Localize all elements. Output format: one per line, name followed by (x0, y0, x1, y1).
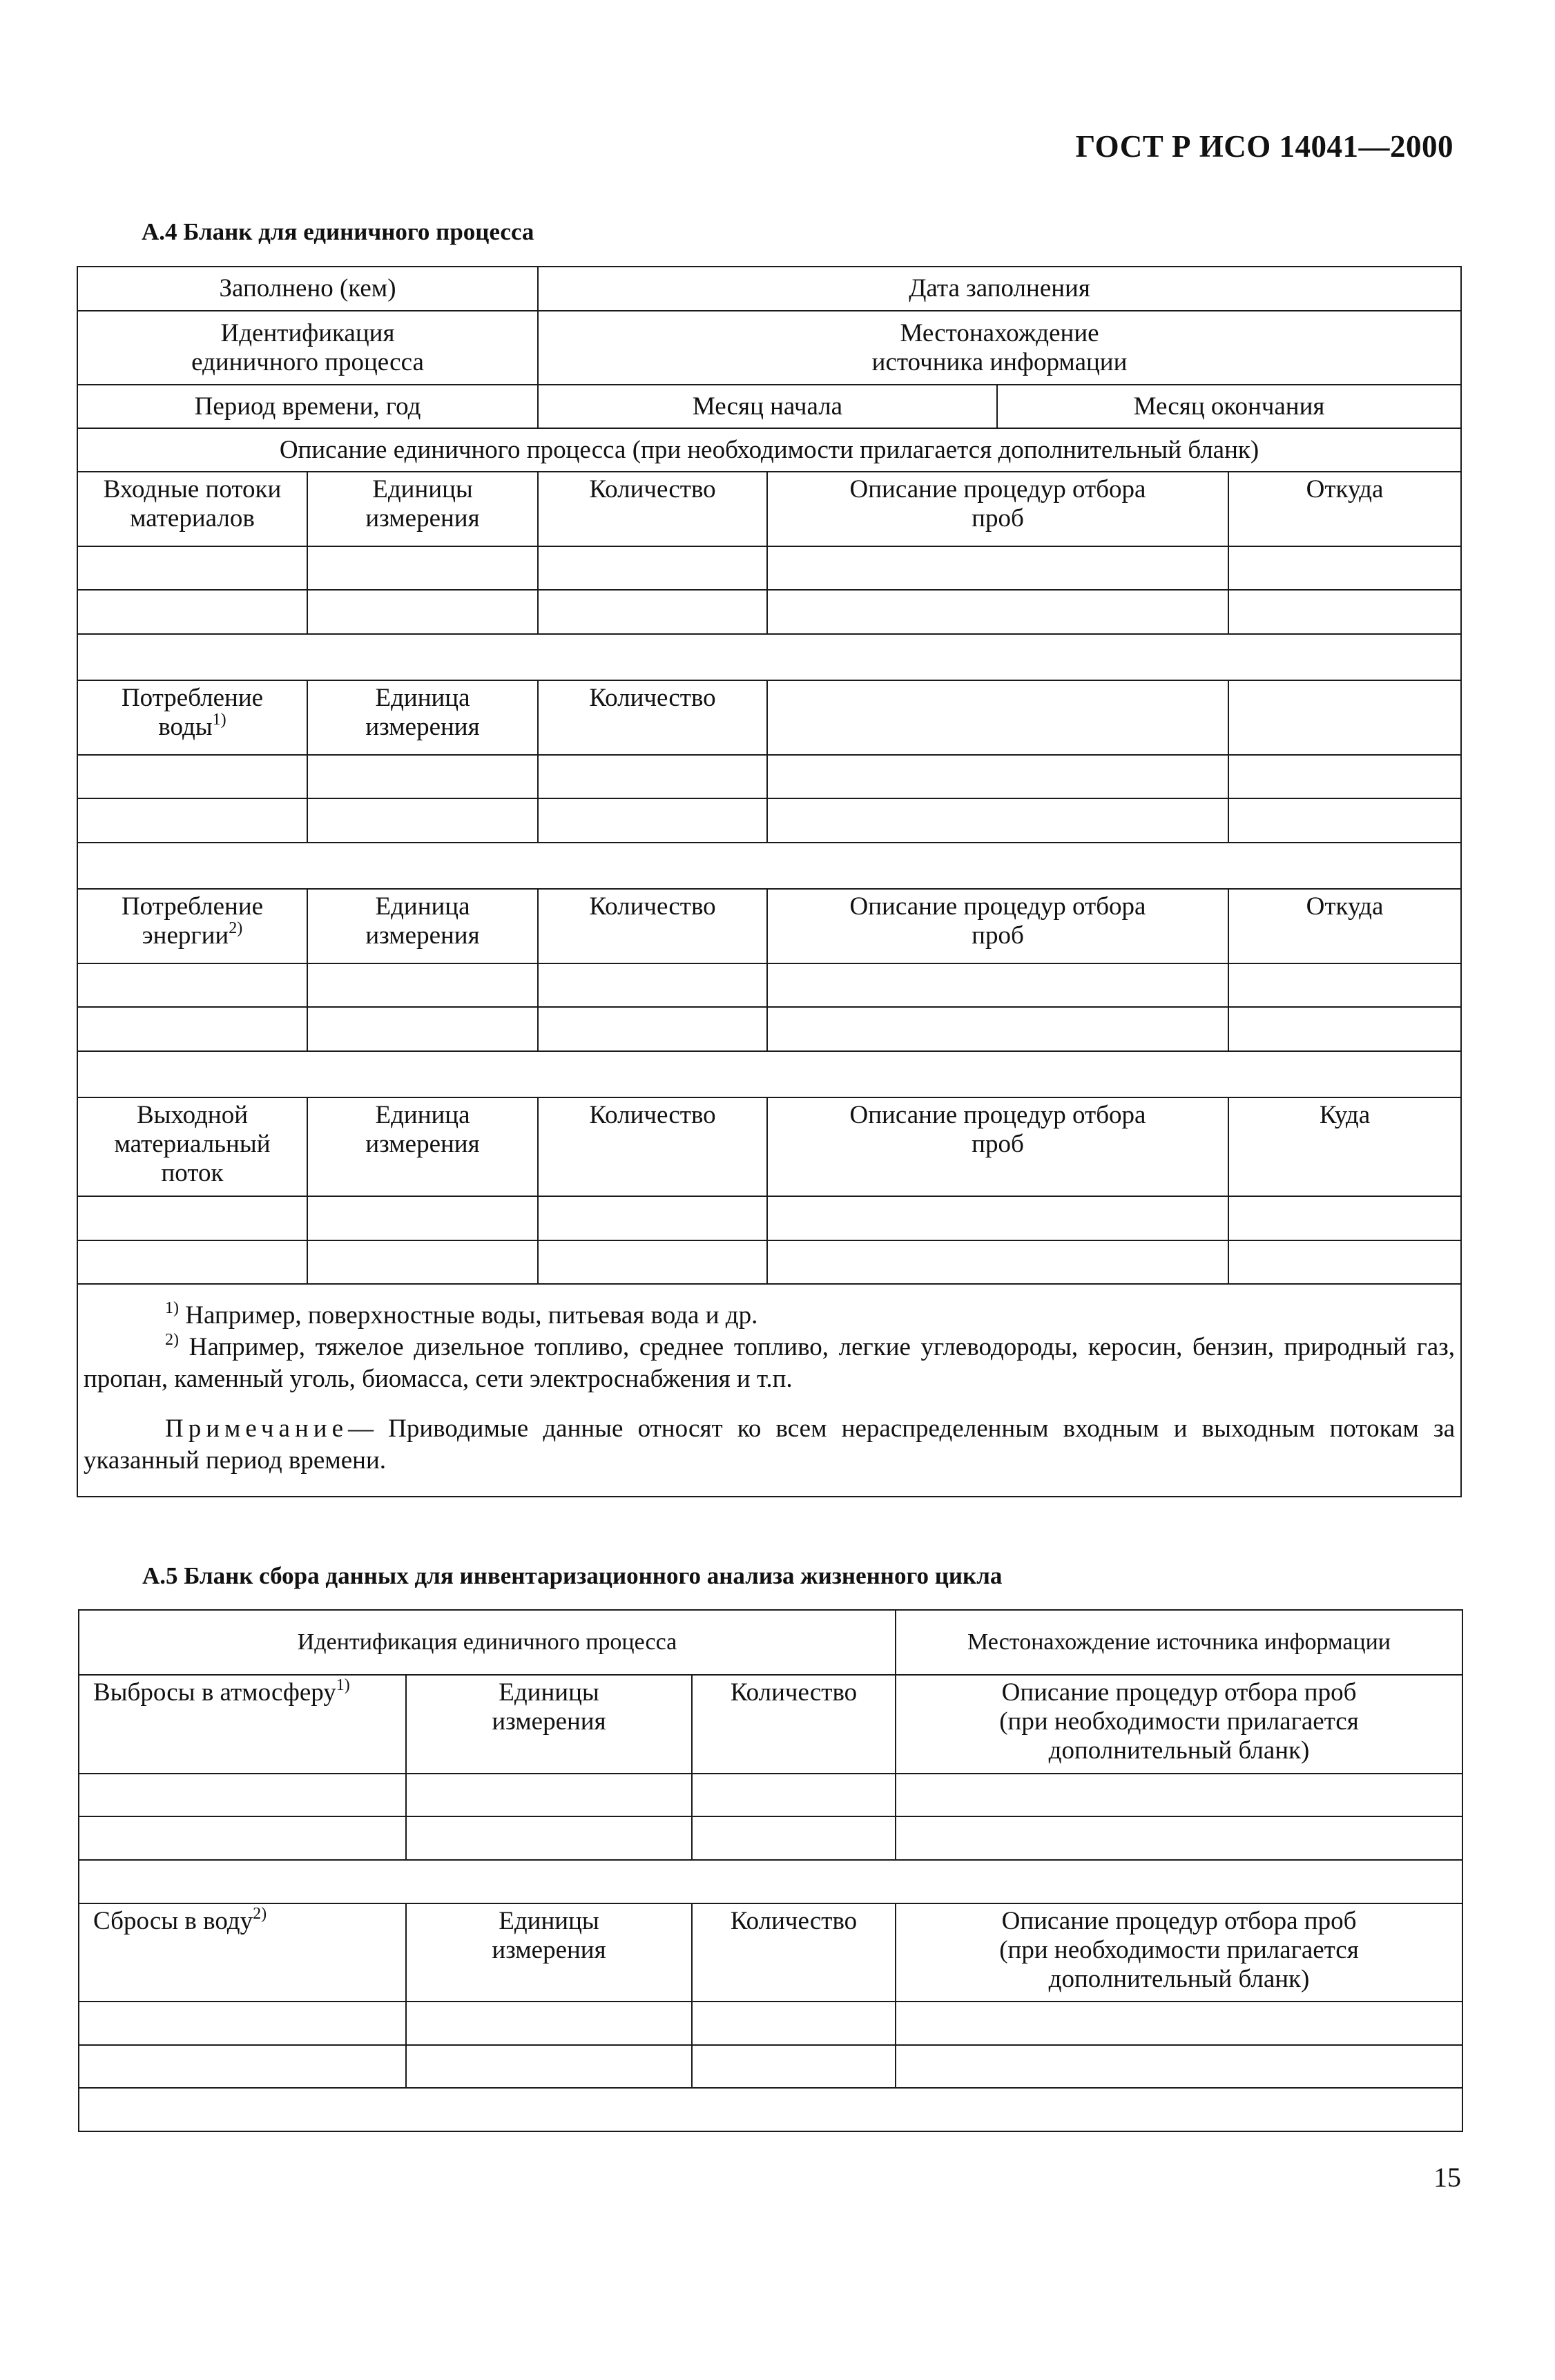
table-row (77, 546, 1461, 590)
water-header-units: Единицы измерения (406, 1903, 692, 2002)
output-header-units: Единица измерения (307, 1097, 538, 1196)
fill-date-cell[interactable]: Дата заполнения (538, 267, 1461, 311)
spacer-row (77, 634, 1461, 680)
footnote-mark: 2) (253, 1904, 267, 1923)
form-cell[interactable] (767, 1007, 1228, 1051)
spacer-row (77, 843, 1461, 889)
form-cell[interactable] (538, 1007, 767, 1051)
form-cell[interactable] (307, 1240, 538, 1284)
water-discharges-label: Сбросы в воду$^{2)}$ (79, 1903, 406, 2002)
footnote-mark: 1) (212, 710, 226, 729)
form-cell[interactable] (307, 755, 538, 798)
water-header-sampling: Описание процедур отбора проб (при необходимости прилагается дополнительный бланк) (896, 1903, 1462, 2002)
water-header-quantity: Количество (692, 1903, 896, 2002)
spacer-row (79, 2088, 1462, 2131)
spacer-row (77, 1051, 1461, 1097)
form-cell[interactable] (767, 755, 1228, 798)
table-row (77, 590, 1461, 634)
page-number: 15 (1433, 2162, 1461, 2193)
info-location-cell[interactable]: Местонахождение источника информации (538, 311, 1461, 385)
form-cell[interactable] (896, 1816, 1462, 1860)
filled-by-cell[interactable]: Заполнено (кем) (77, 267, 538, 311)
form-cell[interactable] (406, 1774, 692, 1816)
form-cell[interactable] (77, 546, 307, 590)
form-cell[interactable] (538, 546, 767, 590)
form-cell[interactable] (307, 798, 538, 843)
water-header-units: Единица измерения (307, 680, 538, 755)
water-header-blank (1228, 680, 1461, 755)
process-id-cell[interactable]: Идентификация единичного процесса (79, 1610, 896, 1675)
table-row (77, 1240, 1461, 1284)
output-header-label: Выходной материальный поток (77, 1097, 307, 1196)
form-cell[interactable] (406, 2002, 692, 2045)
table-row (79, 2045, 1462, 2088)
air-header-units: Единицы измерения (406, 1675, 692, 1774)
table-row (79, 2002, 1462, 2045)
form-cell[interactable] (77, 590, 307, 634)
form-cell[interactable] (767, 590, 1228, 634)
footnote-mark: 1) (336, 1676, 350, 1694)
footnote-2: $^{2)}$ Например, тяжелое дизельное топливо, среднее топливо, легкие углеводороды, керосин, бензин, природный газ, пропан, каменный уголь, биомасса, сети электроснабжения и т.п. (84, 1330, 1456, 1393)
start-month-cell[interactable]: Месяц начала (538, 385, 997, 428)
form-cell[interactable] (77, 1240, 307, 1284)
form-cell[interactable] (692, 2002, 896, 2045)
form-cell[interactable] (1228, 590, 1461, 634)
spacer-row (79, 1860, 1462, 1903)
water-header-label: Потребление воды$^{1)}$ (77, 680, 307, 755)
form-cell[interactable] (307, 590, 538, 634)
table-row (77, 1196, 1461, 1240)
form-cell[interactable] (1228, 963, 1461, 1007)
inputs-header-label: Входные потоки материалов (77, 472, 307, 546)
period-cell[interactable]: Период времени, год (77, 385, 538, 428)
form-cell[interactable] (767, 1196, 1228, 1240)
air-header-sampling: Описание процедур отбора проб (при необходимости прилагается дополнительный бланк) (896, 1675, 1462, 1774)
form-cell[interactable] (767, 1240, 1228, 1284)
form-cell[interactable] (767, 798, 1228, 843)
form-cell[interactable] (307, 1007, 538, 1051)
form-cell[interactable] (79, 2045, 406, 2088)
footnote-mark: 2) (229, 919, 243, 937)
table-row (79, 1774, 1462, 1816)
form-cell[interactable] (77, 963, 307, 1007)
inputs-header-sampling: Описание процедур отбора проб (767, 472, 1228, 546)
table-row (77, 755, 1461, 798)
table-row (77, 963, 1461, 1007)
section-title-a5: А.5 Бланк сбора данных для инвентаризационного анализа жизненного цикла (142, 1562, 1003, 1589)
energy-header-sampling: Описание процедур отбора проб (767, 889, 1228, 963)
table-row (79, 1816, 1462, 1860)
table-row (77, 1007, 1461, 1051)
air-emissions-label: Выбросы в атмосферу$^{1)}$ (79, 1675, 406, 1774)
form-cell[interactable] (692, 1816, 896, 1860)
form-cell[interactable] (896, 2045, 1462, 2088)
form-cell[interactable] (307, 963, 538, 1007)
form-cell[interactable] (767, 963, 1228, 1007)
form-cell[interactable] (1228, 1007, 1461, 1051)
form-cell[interactable] (692, 1774, 896, 1816)
output-header-sampling: Описание процедур отбора проб (767, 1097, 1228, 1196)
form-cell[interactable] (77, 1007, 307, 1051)
form-cell[interactable] (307, 546, 538, 590)
unit-process-form-table (77, 266, 1462, 1497)
output-header-quantity: Количество (538, 1097, 767, 1196)
form-cell[interactable] (79, 1816, 406, 1860)
section-title-a4: А.4 Бланк для единичного процесса (142, 218, 534, 245)
form-cell[interactable] (1228, 1240, 1461, 1284)
inputs-header-units: Единицы измерения (307, 472, 538, 546)
form-cell[interactable] (1228, 546, 1461, 590)
form-cell[interactable] (538, 1240, 767, 1284)
form-cell[interactable] (692, 2045, 896, 2088)
water-header-quantity: Количество (538, 680, 767, 755)
energy-header-source: Откуда (1228, 889, 1461, 963)
end-month-cell[interactable]: Месяц окончания (997, 385, 1461, 428)
form-cell[interactable] (538, 798, 767, 843)
footnote-1: $^{1)}$ Например, поверхностные воды, питьевая вода и др. (165, 1298, 758, 1330)
form-cell[interactable] (77, 1196, 307, 1240)
form-cell[interactable] (406, 1816, 692, 1860)
water-header-blank (767, 680, 1228, 755)
form-cell[interactable] (79, 1774, 406, 1816)
note-paragraph: Примечание— Приводимые данные относят ко всем нераспределенным входным и выходным потокам за указанный период времени. (84, 1414, 1456, 1475)
form-cell[interactable] (77, 798, 307, 843)
form-cell[interactable] (1228, 1196, 1461, 1240)
table-row (77, 798, 1461, 843)
form-cell[interactable] (538, 963, 767, 1007)
form-cell[interactable] (538, 590, 767, 634)
form-cell[interactable] (767, 546, 1228, 590)
form-cell[interactable] (307, 1196, 538, 1240)
form-cell[interactable] (896, 2002, 1462, 2045)
air-header-quantity: Количество (692, 1675, 896, 1774)
inputs-header-source: Откуда (1228, 472, 1461, 546)
form-cell[interactable] (77, 755, 307, 798)
process-description-cell[interactable]: Описание единичного процесса (при необходимости прилагается дополнительный бланк) (77, 428, 1461, 472)
document-header: ГОСТ Р ИСО 14041—2000 (1075, 129, 1453, 164)
energy-header-quantity: Количество (538, 889, 767, 963)
process-id-cell[interactable]: Идентификация единичного процесса (77, 311, 538, 385)
footnotes-cell (77, 1284, 1461, 1497)
form-cell[interactable] (406, 2045, 692, 2088)
form-cell[interactable] (79, 2002, 406, 2045)
info-location-cell[interactable]: Местонахождение источника информации (896, 1610, 1462, 1675)
form-cell[interactable] (538, 755, 767, 798)
energy-header-units: Единица измерения (307, 889, 538, 963)
form-cell[interactable] (896, 1774, 1462, 1816)
lci-data-collection-table (78, 1609, 1463, 2132)
output-header-destination: Куда (1228, 1097, 1461, 1196)
energy-header-label: Потребление энергии$^{2)}$ (77, 889, 307, 963)
form-cell[interactable] (538, 1196, 767, 1240)
form-cell[interactable] (1228, 798, 1461, 843)
inputs-header-quantity: Количество (538, 472, 767, 546)
form-cell[interactable] (1228, 755, 1461, 798)
